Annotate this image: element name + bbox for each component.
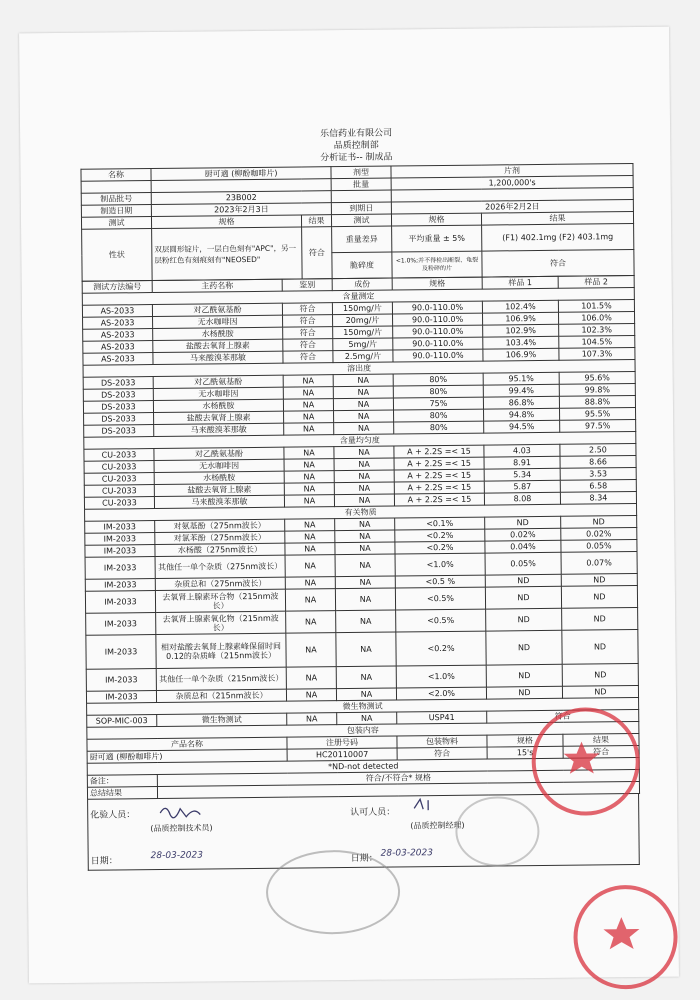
item-cell: 马来酸溴苯那敏 <box>153 351 283 364</box>
name-label: 名称 <box>81 169 151 182</box>
spec-cell: <0.5 % <box>395 575 485 588</box>
spec-cell: <0.2% <box>395 541 485 554</box>
spec-cell: <0.2% <box>395 529 485 542</box>
sample2-cell: ND <box>562 663 638 686</box>
section-title: 含量测定 <box>82 288 634 306</box>
spec-cell: A + 2.2S =< 15 <box>394 493 484 506</box>
packing-title: 包装内容 <box>87 721 639 739</box>
item-cell: 马来酸溴苯那敏 <box>154 495 284 508</box>
exp-value: 2026年2月2日 <box>391 200 633 215</box>
content-cell: NA <box>335 542 395 555</box>
micro-content: NA <box>337 712 397 725</box>
packing-h-material: 包装物料 <box>397 735 487 748</box>
method-cell: IM-2033 <box>85 545 155 558</box>
sample2-cell: ND <box>561 515 637 528</box>
packing-material: 符合 <box>397 747 487 760</box>
item-cell: 杂质总和（215nm波长） <box>156 689 286 702</box>
spec-cell: A + 2.2S =< 15 <box>394 445 484 458</box>
sample1-cell: 8.91 <box>484 456 560 469</box>
section-title: 含量均匀度 <box>84 431 636 449</box>
sample2-cell: 99.8% <box>559 383 635 396</box>
item-cell: 对乙酰氨基酚 <box>153 375 283 388</box>
method-cell: IM-2033 <box>86 669 156 692</box>
judge-cell: NA <box>284 459 334 472</box>
method-cell: DS-2033 <box>84 425 154 438</box>
appearance-spec: 双层圆形锭片，一层白色刻有"APC"，另一层粉红色有刻痕刻有"NEOSED" <box>152 227 303 281</box>
judge-cell: NA <box>284 447 334 460</box>
packing-h-product: 产品名称 <box>87 737 287 751</box>
judge-cell: NA <box>286 611 336 634</box>
content-cell: NA <box>336 632 396 667</box>
nd-note: *ND-not detected <box>87 757 639 775</box>
judge-cell: NA <box>284 423 334 436</box>
tester-signature <box>156 800 216 819</box>
exp-label: 到期日 <box>331 202 391 215</box>
sample2-cell: ND <box>562 629 638 664</box>
judge-cell: NA <box>283 375 333 388</box>
judge-cell: NA <box>285 531 335 544</box>
sample1-cell: 103.4% <box>483 336 559 349</box>
content-cell: NA <box>335 576 395 589</box>
method-cell: IM-2033 <box>85 533 155 546</box>
judge-cell: NA <box>283 399 333 412</box>
method-cell: AS-2033 <box>82 305 152 318</box>
judge-cell: NA <box>284 483 334 496</box>
item-cell: 对乙酰氨基酚 <box>152 303 282 316</box>
department: 品质控制部 <box>333 140 379 152</box>
spec-cell: 80% <box>393 385 483 398</box>
content-cell: NA <box>333 398 393 411</box>
doc-header <box>80 125 632 167</box>
company-name: 乐信药业有限公司 <box>320 128 393 140</box>
sample2-cell: 2.50 <box>560 443 636 456</box>
content-cell: 2.5mg/片 <box>333 350 393 363</box>
item-cell: 水杨酰胺 <box>153 327 283 340</box>
content-cell: 5mg/片 <box>333 338 393 351</box>
red-company-seal <box>531 707 640 816</box>
th-spec-2: 规格 <box>391 213 481 226</box>
method-cell: CU-2033 <box>84 449 154 462</box>
batch-value: 23B002 <box>151 191 331 205</box>
spec-cell: <0.5% <box>395 587 485 610</box>
method-cell: IM-2033 <box>85 591 155 614</box>
packing-h-reg: 注册号码 <box>287 736 397 749</box>
micro-result: 符合 <box>487 709 639 723</box>
sample1-cell: ND <box>486 686 562 699</box>
content-cell: NA <box>333 374 393 387</box>
item-cell: 对氨基酚（275nm波长） <box>155 519 285 532</box>
weight-spec: 平均重量 ± 5% <box>392 225 482 252</box>
sample1-cell: ND <box>486 608 562 631</box>
item-cell: 盐酸去氧肾上腺素 <box>154 483 284 496</box>
judge-cell: NA <box>285 519 335 532</box>
item-cell: 水杨酰胺 <box>153 399 283 412</box>
spec-cell: A + 2.2S =< 15 <box>394 481 484 494</box>
item-cell: 水杨酰胺 <box>154 471 284 484</box>
doc-title: 分析证书-- 制成品 <box>320 152 393 164</box>
item-cell: 无水咖啡因 <box>153 315 283 328</box>
th-test: 测试 <box>81 217 151 230</box>
item-cell: 杂质总和（275nm波长） <box>155 577 285 590</box>
content-cell: NA <box>334 446 394 459</box>
method-cell: IM-2033 <box>85 579 155 592</box>
sample2-cell: ND <box>562 607 638 630</box>
batch-label: 制品批号 <box>81 193 151 206</box>
item-cell: 去氧肾上腺素环合物（215nm波长） <box>155 589 285 612</box>
content-cell: NA <box>336 666 396 689</box>
sample1-cell: 86.8% <box>483 396 559 409</box>
sample1-cell: 106.9% <box>483 348 559 361</box>
method-cell: DS-2033 <box>83 377 153 390</box>
sample2-cell: 104.5% <box>559 335 635 348</box>
judge-cell: NA <box>285 543 335 556</box>
content-cell: NA <box>334 470 394 483</box>
item-cell: 对乙酰氨基酚 <box>154 447 284 460</box>
th-result: 结果 <box>301 215 331 227</box>
spec-cell: 80% <box>394 409 484 422</box>
content-cell: NA <box>336 610 396 633</box>
blank <box>331 190 391 203</box>
appearance-label: 性状 <box>82 229 153 282</box>
spec-cell: 90.0-110.0% <box>393 337 483 350</box>
spec-cell: 90.0-110.0% <box>393 349 483 362</box>
judge-cell: NA <box>284 495 334 508</box>
spec-cell: 90.0-110.0% <box>393 313 483 326</box>
item-cell: 盐酸去氧肾上腺素 <box>154 411 284 424</box>
judge-cell: 符合 <box>283 327 333 340</box>
sample2-cell: 0.02% <box>561 527 637 540</box>
friability-label: 脆碎度 <box>332 252 392 279</box>
content-cell: NA <box>334 422 394 435</box>
spec-cell: 75% <box>393 397 483 410</box>
spec-cell: 90.0-110.0% <box>393 325 483 338</box>
remark-label: 备注： <box>87 775 157 788</box>
sample2-cell: 97.5% <box>560 419 636 432</box>
th-spec: 规格 <box>151 215 301 229</box>
sample1-cell: 102.4% <box>482 300 558 313</box>
sample1-cell: 4.03 <box>484 444 560 457</box>
sample1-cell: 5.34 <box>484 468 560 481</box>
sample2-cell: 95.5% <box>559 407 635 420</box>
spec-cell: <0.2% <box>396 631 486 666</box>
sample2-cell: 8.34 <box>560 491 636 504</box>
micro-spec: USP41 <box>397 711 487 724</box>
sample1-cell: ND <box>485 586 561 609</box>
approver-label: 认可人员： <box>350 807 396 819</box>
friability-spec: <1.0%;并不得检出断裂、龟裂及粉碎的片 <box>392 251 482 278</box>
item-cell: 其他任一单个杂质（275nm波长） <box>155 555 285 578</box>
section-title: 溶出度 <box>83 359 635 377</box>
spec-cell: <2.0% <box>396 687 486 700</box>
content-cell: NA <box>334 458 394 471</box>
content-cell: NA <box>334 482 394 495</box>
sample1-cell: 0.04% <box>485 540 561 553</box>
remark-value: 符合/不符合* 规格 <box>157 769 639 786</box>
judge-cell: NA <box>283 387 333 400</box>
blank <box>81 181 151 194</box>
weight-result: (F1) 402.1mg (F2) 403.1mg <box>482 224 634 252</box>
col-item: 主药名称 <box>152 279 282 292</box>
content-cell: NA <box>336 688 396 701</box>
date-label-2: 日期： <box>350 853 378 865</box>
sample2-cell: 0.05% <box>561 539 637 552</box>
spec-cell: <0.1% <box>395 517 485 530</box>
spec-cell: <1.0% <box>395 553 485 576</box>
method-cell: DS-2033 <box>84 413 154 426</box>
summary-label: 总结结果 <box>87 787 157 800</box>
judge-cell: 符合 <box>283 315 333 328</box>
sample2-cell: 95.6% <box>559 371 635 384</box>
spec-cell: <1.0% <box>396 665 486 688</box>
judge-cell: NA <box>286 689 336 702</box>
item-cell: 无水咖啡因 <box>153 387 283 400</box>
method-cell: AS-2033 <box>83 341 153 354</box>
judge-cell: 符合 <box>283 339 333 352</box>
spec-cell: <0.5% <box>396 609 486 632</box>
packing-result: 符合 <box>563 745 639 758</box>
results-body <box>82 288 638 704</box>
name-value: 厨可適 (柳酚咖啡片) <box>151 167 331 181</box>
sample2-cell: 0.07% <box>561 551 637 574</box>
micro-judge: NA <box>287 713 337 726</box>
friability-result: 符合 <box>482 250 634 278</box>
method-cell: DS-2033 <box>83 401 153 414</box>
star-icon <box>573 885 670 982</box>
item-cell: 无水咖啡因 <box>154 459 284 472</box>
sample2-cell: 6.58 <box>560 479 636 492</box>
packing-h-spec: 规格 <box>487 734 563 747</box>
sample2-cell: 101.5% <box>558 300 634 313</box>
gray-oval-stamp <box>266 849 401 934</box>
method-cell: DS-2033 <box>83 389 153 402</box>
red-quality-seal <box>573 885 678 990</box>
packing-reg: HC20110007 <box>287 748 397 761</box>
sample1-cell: 94.8% <box>484 408 560 421</box>
method-cell: IM-2033 <box>86 613 156 636</box>
judge-cell: NA <box>286 633 336 668</box>
method-cell: CU-2033 <box>84 497 154 510</box>
content-cell: 150mg/片 <box>333 326 393 339</box>
section-title: 有关物质 <box>85 503 637 521</box>
sample2-cell: ND <box>561 573 637 586</box>
sample2-cell: 3.53 <box>560 467 636 480</box>
qty-value: 1,200,000's <box>391 176 633 191</box>
weight-label: 重量差异 <box>332 226 392 253</box>
method-cell: IM-2033 <box>86 635 156 670</box>
content-cell: NA <box>334 410 394 423</box>
item-cell: 相对盐酸去氧肾上腺素峰保留时间0.12的杂质峰（215nm波长） <box>156 633 286 668</box>
sample1-cell: 102.9% <box>483 324 559 337</box>
judge-cell: NA <box>285 589 335 612</box>
method-cell: CU-2033 <box>84 473 154 486</box>
item-cell: 盐酸去氧肾上腺素 <box>153 339 283 352</box>
spec-cell: 80% <box>394 421 484 434</box>
method-cell: IM-2033 <box>85 521 155 534</box>
sample2-cell: 107.3% <box>559 347 635 360</box>
sample1-cell: 99.4% <box>483 384 559 397</box>
judge-cell: 符合 <box>282 303 332 316</box>
th-result-2: 结果 <box>481 212 633 226</box>
col-sample1: 样品 1 <box>482 276 558 289</box>
item-cell: 去氧肾上腺素氧化物（215nm波长） <box>156 611 286 634</box>
method-cell: IM-2033 <box>85 557 155 580</box>
col-sample2: 样品 2 <box>558 276 634 289</box>
method-cell: IM-2033 <box>86 691 156 704</box>
content-cell: 20mg/片 <box>333 314 393 327</box>
form-value: 片剂 <box>391 164 633 179</box>
micro-method: SOP-MIC-003 <box>87 715 157 728</box>
method-cell: AS-2033 <box>83 353 153 366</box>
method-cell: CU-2033 <box>84 485 154 498</box>
item-cell: 马来酸溴苯那敏 <box>154 423 284 436</box>
method-cell: CU-2033 <box>84 461 154 474</box>
sample1-cell: 106.9% <box>482 312 558 325</box>
judge-cell: 符合 <box>283 351 333 364</box>
appearance-result: 符合 <box>302 227 333 279</box>
approver-signature <box>410 796 450 812</box>
packing-product: 厨可適 (柳酚咖啡片) <box>87 749 287 763</box>
sample2-cell: 106.0% <box>558 311 634 324</box>
content-cell: 150mg/片 <box>332 302 392 315</box>
sample1-cell: ND <box>485 574 561 587</box>
judge-cell: NA <box>285 555 335 578</box>
document-sheet <box>19 27 679 984</box>
packing-spec: 15's <box>487 746 563 759</box>
sample1-cell: 0.02% <box>485 528 561 541</box>
sample2-cell: ND <box>562 685 638 698</box>
table-row <box>86 629 638 669</box>
sample2-cell: 8.66 <box>560 455 636 468</box>
tester-label: 化验人员： <box>90 810 136 821</box>
spec-cell: A + 2.2S =< 15 <box>394 469 484 482</box>
content-cell: NA <box>333 386 393 399</box>
sample1-cell: 95.1% <box>483 372 559 385</box>
content-cell: NA <box>335 588 395 611</box>
col-judge: 鉴别 <box>282 279 332 292</box>
sample1-cell: ND <box>486 630 562 665</box>
content-cell: NA <box>335 554 395 577</box>
date-label-1: 日期： <box>90 856 118 867</box>
judge-cell: NA <box>284 471 334 484</box>
approver-role: (品质控制经理) <box>410 820 465 831</box>
sample2-cell: 88.8% <box>559 395 635 408</box>
sample1-cell: 5.87 <box>484 480 560 493</box>
tester-date: 28-03-2023 <box>150 850 204 862</box>
info-table <box>80 163 634 282</box>
micro-title: 微生物测试 <box>87 697 639 715</box>
col-content: 成份 <box>332 278 392 291</box>
qty-label: 批量 <box>331 178 391 191</box>
approver-date: 28-03-2023 <box>380 848 434 859</box>
mfg-value: 2023年2月3日 <box>151 203 331 217</box>
tester-role: (品质控制技术员) <box>150 823 213 834</box>
col-method: 测试方法编号 <box>82 281 152 294</box>
micro-name: 微生物测试 <box>157 713 287 726</box>
content-cell: NA <box>335 518 395 531</box>
sample2-cell: ND <box>561 585 637 608</box>
content-cell: NA <box>334 494 394 507</box>
judge-cell: NA <box>284 411 334 424</box>
item-cell: 其他任一单个杂质（215nm波长） <box>156 667 286 690</box>
sample1-cell: 94.5% <box>484 420 560 433</box>
mfg-label: 制造日期 <box>81 205 151 218</box>
th-test-2: 测试 <box>331 214 391 227</box>
col-spec: 规格 <box>392 277 482 290</box>
form-label: 剂型 <box>331 166 391 179</box>
spec-cell: 90.0-110.0% <box>392 301 482 314</box>
sample2-cell: 102.3% <box>559 323 635 336</box>
spec-cell: 80% <box>393 373 483 386</box>
sample1-cell: ND <box>486 664 562 687</box>
sample1-cell: ND <box>485 516 561 529</box>
content-cell: NA <box>335 530 395 543</box>
star-icon <box>531 707 632 808</box>
sample1-cell: 0.05% <box>485 552 561 575</box>
spec-cell: A + 2.2S =< 15 <box>394 457 484 470</box>
method-cell: AS-2033 <box>83 329 153 342</box>
packing-h-result: 结果 <box>563 733 639 746</box>
method-cell: AS-2033 <box>83 317 153 330</box>
judge-cell: NA <box>285 577 335 590</box>
sample1-cell: 8.08 <box>484 492 560 505</box>
item-cell: 水杨酸（275nm波长） <box>155 543 285 556</box>
item-cell: 对氯苯酚（275nm波长） <box>155 531 285 544</box>
judge-cell: NA <box>286 667 336 690</box>
